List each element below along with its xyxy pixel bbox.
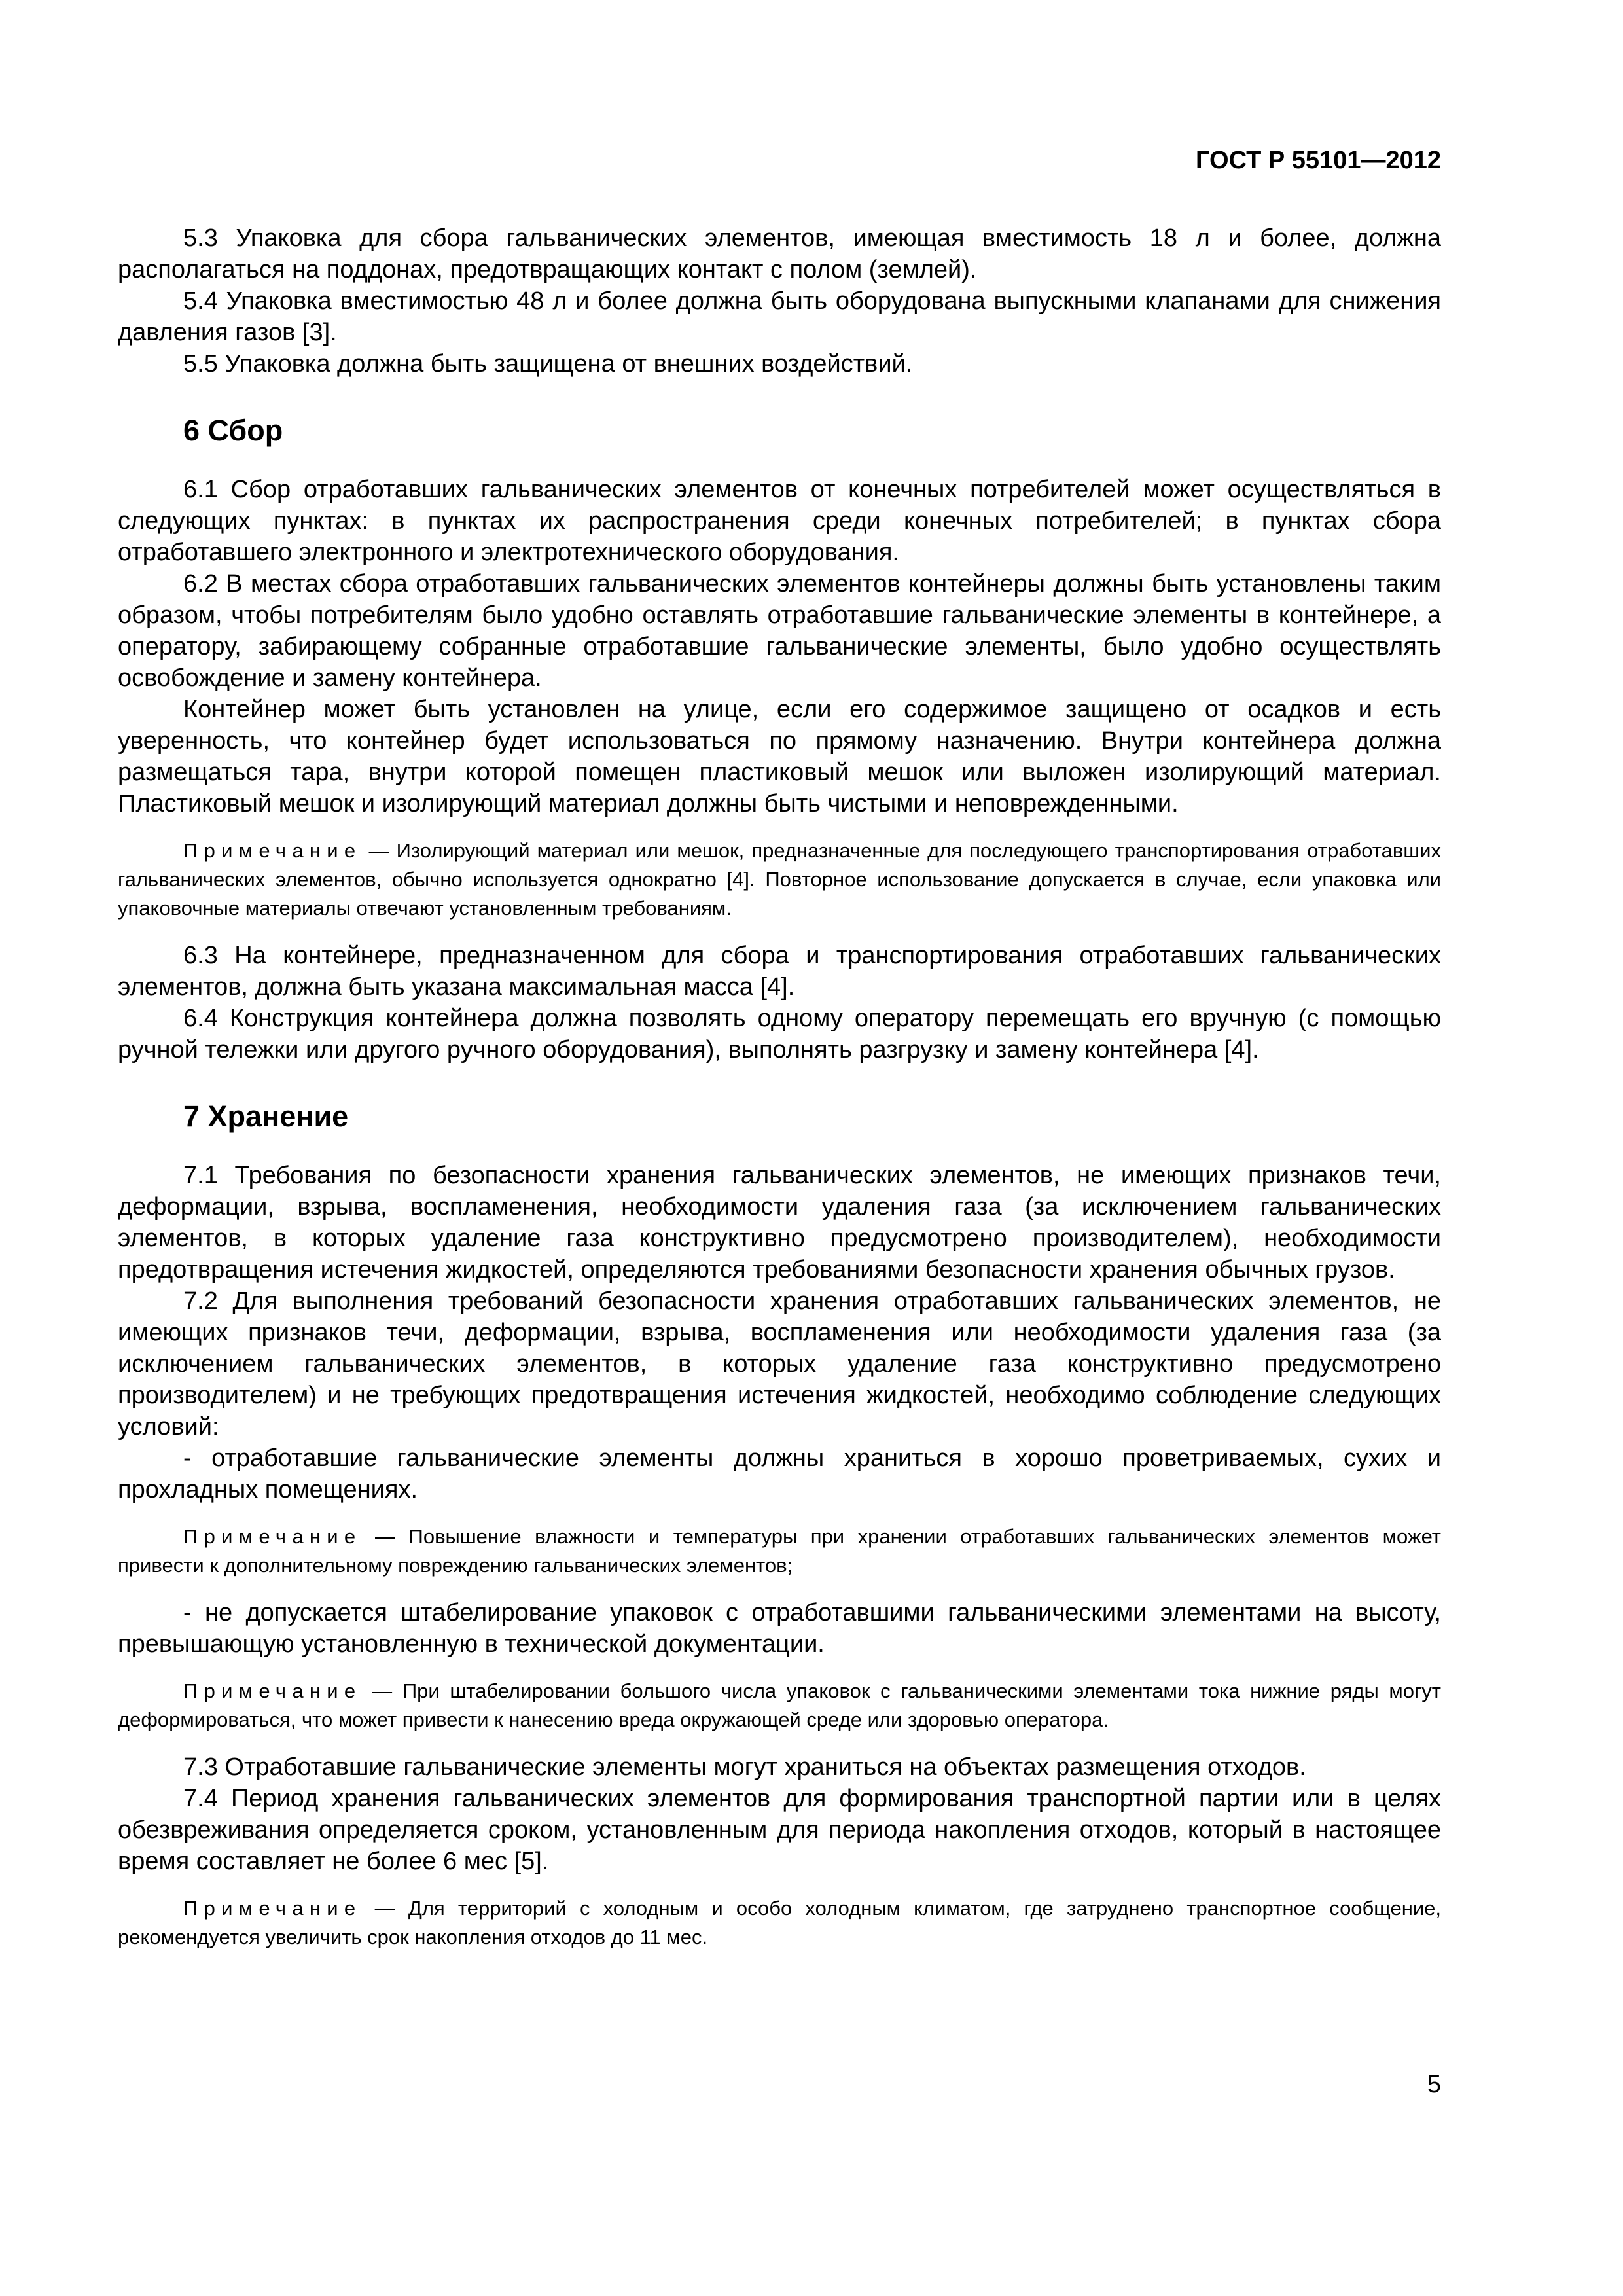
list-item-ventilated-storage: - отработавшие гальванические элементы должны храниться в хорошо проветриваемых, сухих и прохладных помещениях. xyxy=(118,1444,1441,1503)
note-label: Примечание xyxy=(183,1897,362,1920)
note-text: — При штабелировании большого числа упаковок с гальваническими элементами тока нижние ряды могут деформироваться, что может привести к нанесению вреда окружающей среде или здоровью оператора. xyxy=(118,1679,1441,1731)
paragraph-5-3: 5.3 Упаковка для сбора гальванических элементов, имеющая вместимость 18 л и более, должна располагаться на поддонах, предотвращающих контакт с полом (землей). xyxy=(118,224,1441,283)
note-4 xyxy=(118,1894,1441,1952)
page-number: 5 xyxy=(1427,2071,1441,2098)
note-text: — Повышение влажности и температуры при хранении отработавших гальванических элементов может привести к дополнительному повреждению гальванических элементов; xyxy=(118,1525,1441,1577)
note-label: Примечание xyxy=(183,1525,362,1548)
paragraph-6-2-container: Контейнер может быть установлен на улице, если его содержимое защищено от осадков и есть уверенность, что контейнер будет использоваться по прямому назначению. Внутри контейнера должна размещаться тара, внутри которой помещен пластиковый мешок или выложен изолирующий материал. Пластиковый мешок и изолирующий материал должны быть чистыми и неповрежденными. xyxy=(118,696,1441,817)
paragraph-7-4: 7.4 Период хранения гальванических элементов для формирования транспортной партии или в целях обезвреживания определяется сроком, установленным для периода накопления отходов, который в настоящее время составляет не более 6 мес [5]. xyxy=(118,1785,1441,1875)
note-text: — Для территорий с холодным и особо холодным климатом, где затруднено транспортное сообщение, рекомендуется увеличить срок накопления отходов до 11 мес. xyxy=(118,1897,1441,1948)
paragraph-7-3: 7.3 Отработавшие гальванические элементы могут храниться на объектах размещения отходов. xyxy=(183,1753,1306,1781)
paragraph-7-2: 7.2 Для выполнения требований безопасности хранения отработавших гальванических элементов, не имеющих признаков течи, деформации, взрыва, воспламенения или необходимости удаления газа (за исключением гальванических элементов, в которых удаление газа конструктивно предусмотрено производителем) и не требующих предотвращения истечения жидкостей, необходимо соблюдение следующих условий: xyxy=(118,1287,1441,1441)
paragraph-6-4: 6.4 Конструкция контейнера должна позволять одному оператору перемещать его вручную (с помощью ручной тележки или другого ручного оборудования), выполнять разгрузку и замену контейнера [4]. xyxy=(118,1005,1441,1064)
paragraph-6-3: 6.3 На контейнере, предназначенном для сбора и транспортирования отработавших гальванических элементов, должна быть указана максимальная масса [4]. xyxy=(118,942,1441,1001)
note-3 xyxy=(118,1677,1441,1734)
standard-number: ГОСТ Р 55101—2012 xyxy=(1196,147,1441,174)
paragraph-7-1: 7.1 Требования по безопасности хранения гальванических элементов, не имеющих признаков течи, деформации, взрыва, воспламенения, необходимости удаления газа (за исключением гальванических элементов, в которых удаление газа конструктивно предусмотрено производителем), необходимости предотвращения истечения жидкостей, определяются требованиями безопасности хранения обычных грузов. xyxy=(118,1162,1441,1283)
paragraph-5-5: 5.5 Упаковка должна быть защищена от внешних воздействий. xyxy=(183,350,913,378)
note-1 xyxy=(118,836,1441,923)
paragraph-5-4: 5.4 Упаковка вместимостью 48 л и более должна быть оборудована выпускными клапанами для снижения давления газов [3]. xyxy=(118,287,1441,346)
section-6-heading: 6 Сбор xyxy=(183,414,283,447)
note-text: — Изолирующий материал или мешок, предназначенные для последующего транспортирования отработавших гальванических элементов, обычно используется однократно [4]. Повторное использование допускается в случае, если упаковка или упаковочные материалы отвечают установленным требованиям. xyxy=(118,839,1441,920)
page-content xyxy=(118,223,1441,1969)
note-label: Примечание xyxy=(183,839,362,862)
list-item-stacking-limit: - не допускается штабелирование упаковок с отработавшими гальваническими элементами на высоту, превышающую установленную в технической документации. xyxy=(118,1599,1441,1658)
section-7-heading: 7 Хранение xyxy=(183,1100,349,1133)
note-2 xyxy=(118,1522,1441,1580)
paragraph-6-1: 6.1 Сбор отработавших гальванических элементов от конечных потребителей может осуществляться в следующих пунктах: в пунктах их распространения среди конечных потребителей; в пунктах сбора отработавшего электронного и электротехнического оборудования. xyxy=(118,476,1441,566)
paragraph-6-2: 6.2 В местах сбора отработавших гальванических элементов контейнеры должны быть установлены таким образом, чтобы потребителям было удобно оставлять отработавшие гальванические элементы в контейнере, а оператору, забирающему собранные отработавшие гальванические элементы, было удобно осуществлять освобождение и замену контейнера. xyxy=(118,570,1441,692)
note-label: Примечание xyxy=(183,1679,362,1702)
